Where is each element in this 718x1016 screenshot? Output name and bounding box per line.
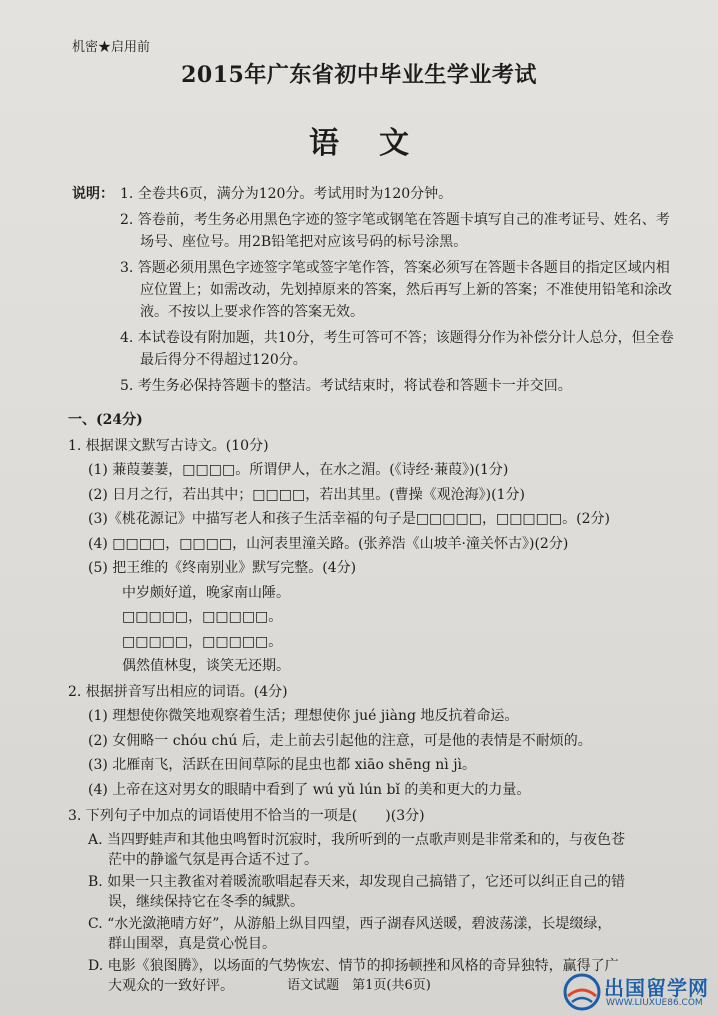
question-1-sub: (1) 蒹葭萋萋，□□□□。所谓伊人，在水之湄。(《诗经·蒹葭》)(1分) — [88, 462, 509, 478]
watermark-url: WWW.LIUXUE86.COM — [606, 998, 703, 1008]
instructions-lead: 说明： — [72, 186, 114, 202]
instructions — [72, 183, 682, 401]
section-one — [68, 410, 688, 998]
question-2-sub: (3) 北雁南飞，活跃在田间草际的昆虫也都 xiāo shēng nì jì。 — [88, 757, 477, 773]
secret-mark: 机密★启用前 — [72, 40, 151, 55]
question-2-sub: (2) 女佣略一 chóu chú 后，走上前去引起他的注意，可是他的表情是不耐烦的。 — [88, 732, 592, 749]
watermark-logo — [560, 968, 718, 1016]
question-1-sub: (3)《桃花源记》中描写老人和孩子生活幸福的句子是□□□□□，□□□□□。(2分) — [88, 511, 610, 527]
option-c — [68, 914, 688, 954]
option-d-cont: 大观众的一致好评。 — [108, 977, 234, 994]
poem-line: 中岁颇好道，晚家南山陲。 — [122, 584, 290, 601]
option-a-cont: 茫中的静谧气氛是再合适不过了。 — [108, 851, 318, 868]
section-heading: 一、(24分) — [68, 412, 143, 428]
question-1-stem: 1. 根据课文默写古诗文。(10分) — [68, 438, 269, 454]
question-2-stem: 2. 根据拼音写出相应的词语。(4分) — [68, 684, 288, 700]
option-b-cont: 误，继续保持它在冬季的缄默。 — [108, 893, 304, 910]
poem-line: □□□□□，□□□□□。 — [122, 633, 283, 650]
question-2-sub: (1) 理想使你微笑地观察着生活；理想使你 jué jiàng 地反抗着命运。 — [88, 708, 519, 724]
question-3-stem: 3. 下列句子中加点的词语使用不恰当的一项是( )(3分) — [68, 807, 425, 824]
option-a — [68, 830, 688, 870]
page-footer: 语文试题 第1页(共6页) — [287, 978, 431, 993]
poem-line: 偶然值林叟，谈笑无还期。 — [122, 658, 290, 674]
question-1-sub: (4) □□□□，□□□□，山河表里潼关路。(张养浩《山坡羊·潼关怀古》)(2分) — [88, 535, 569, 552]
option-c-line: C. “水光潋滟晴方好”，从游船上纵目四望，西子湖春风送暖，碧波荡漾，长堤缀绿， — [88, 915, 612, 932]
option-b-line: B. 如果一只主教雀对着暖流歌唱起春天来，却发现自己搞错了，它还可以纠正自己的错 — [88, 873, 626, 890]
option-a-line: A. 当四野蛙声和其他虫鸣暂时沉寂时，我所听到的一点歌声则是非常柔和的，与夜色苍 — [88, 831, 626, 848]
instruction-item: 5. 考生务必保持答题卡的整洁。考试结束时，将试卷和答题卡一并交回。 — [120, 378, 572, 394]
instruction-item: 2. 答卷前，考生务必用黑色字迹的签字笔或钢笔在答题卡填写自己的准考证号、姓名、考场号、座位号。用2B铅笔把对应该号码的标号涂黑。 — [120, 212, 670, 250]
question-1-sub: (5) 把王维的《终南别业》默写完整。(4分) — [88, 560, 357, 576]
exam-title: 2015年广东省初中毕业生学业考试 — [181, 62, 537, 88]
globe-icon — [562, 972, 602, 1012]
instruction-item: 1. 全卷共6页，满分为120分。考试用时为120分钟。 — [120, 186, 453, 202]
option-b — [68, 872, 688, 912]
watermark-name: 出国留学网 — [604, 976, 709, 1000]
question-2-sub: (4) 上帝在这对男女的眼睛中看到了 wú yǔ lún bǐ 的美和更大的力量。 — [88, 781, 531, 798]
option-c-cont: 群山围翠，真是赏心悦目。 — [108, 935, 276, 952]
subject-title: 语文 — [309, 126, 449, 161]
option-d-line: D. 电影《狼图腾》，以场面的气势恢宏、情节的抑扬顿挫和风格的奇异独特，赢得了广 — [88, 957, 619, 974]
question-1-sub: (2) 日月之行，若出其中；□□□□，若出其里。(曹操《观沧海》)(1分) — [88, 486, 525, 503]
instruction-item: 4. 本试卷设有附加题，共10分，考生可答可不答；该题得分作为补偿分计人总分，但全卷最后得分不得超过120分。 — [120, 330, 674, 368]
instruction-item: 3. 答题必须用黑色字迹签字笔或签字笔作答，答案必须写在答题卡各题目的指定区域内相应位置上；如需改动，先划掉原来的答案，然后再写上新的答案；不准使用铅笔和涂改液。不按以上要求作答的答案无效。 — [120, 260, 672, 320]
poem-line: □□□□□，□□□□□。 — [122, 609, 283, 625]
